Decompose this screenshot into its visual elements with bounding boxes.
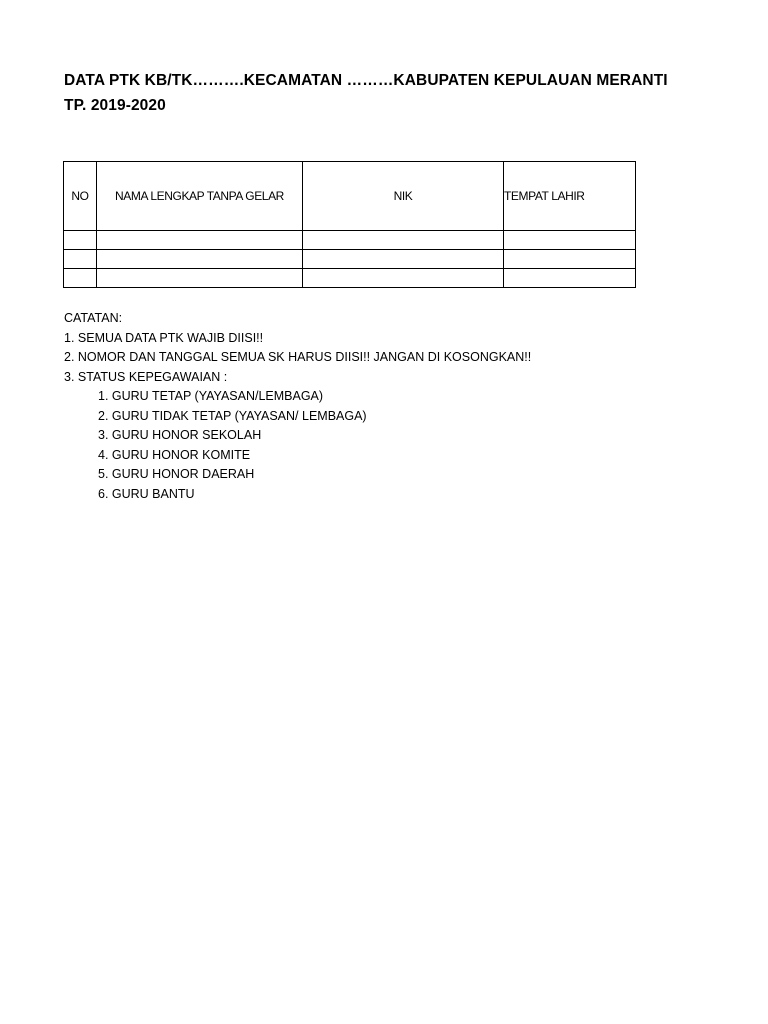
note-item: 1. SEMUA DATA PTK WAJIB DIISI!! [64, 330, 264, 345]
table-cell [504, 269, 636, 288]
status-option: 1. GURU TETAP (YAYASAN/LEMBAGA) [98, 389, 324, 403]
table-cell [64, 231, 97, 250]
table-row [64, 231, 636, 250]
header-nama-lengkap: NAMA LENGKAP TANPA GELAR [97, 162, 303, 231]
header-no: NO [64, 162, 97, 231]
table-cell [97, 250, 303, 269]
table-cell [97, 231, 303, 250]
table-cell [504, 231, 636, 250]
table-cell [64, 250, 97, 269]
table-cell [303, 250, 504, 269]
header-nik: NIK [303, 162, 504, 231]
header-tempat-lahir: TEMPAT LAHIR [504, 162, 636, 231]
table-cell [303, 231, 504, 250]
status-option: 3. GURU HONOR SEKOLAH [98, 428, 262, 442]
status-option: 5. GURU HONOR DAERAH [98, 467, 255, 481]
table-cell [504, 250, 636, 269]
status-option: 2. GURU TIDAK TETAP (YAYASAN/ LEMBAGA) [98, 408, 367, 423]
notes-heading: CATATAN: [64, 311, 123, 325]
table-row [64, 250, 636, 269]
ptk-data-table [63, 161, 636, 288]
status-option: 6. GURU BANTU [98, 486, 195, 501]
table-cell [97, 269, 303, 288]
table-row [64, 269, 636, 288]
table-cell [303, 269, 504, 288]
note-item: 3. STATUS KEPEGAWAIAN : [64, 369, 228, 384]
table-header-row [64, 162, 636, 231]
document-title: DATA PTK KB/TK……….KECAMATAN ………KABUPATEN KEPULAUAN MERANTI [64, 72, 668, 89]
document-subtitle-year: TP. 2019-2020 [64, 97, 166, 114]
note-item: 2. NOMOR DAN TANGGAL SEMUA SK HARUS DIISI!! JANGAN DI KOSONGKAN!! [64, 350, 532, 364]
table-cell [64, 269, 97, 288]
notes-section [64, 309, 531, 504]
status-option: 4. GURU HONOR KOMITE [98, 447, 251, 462]
